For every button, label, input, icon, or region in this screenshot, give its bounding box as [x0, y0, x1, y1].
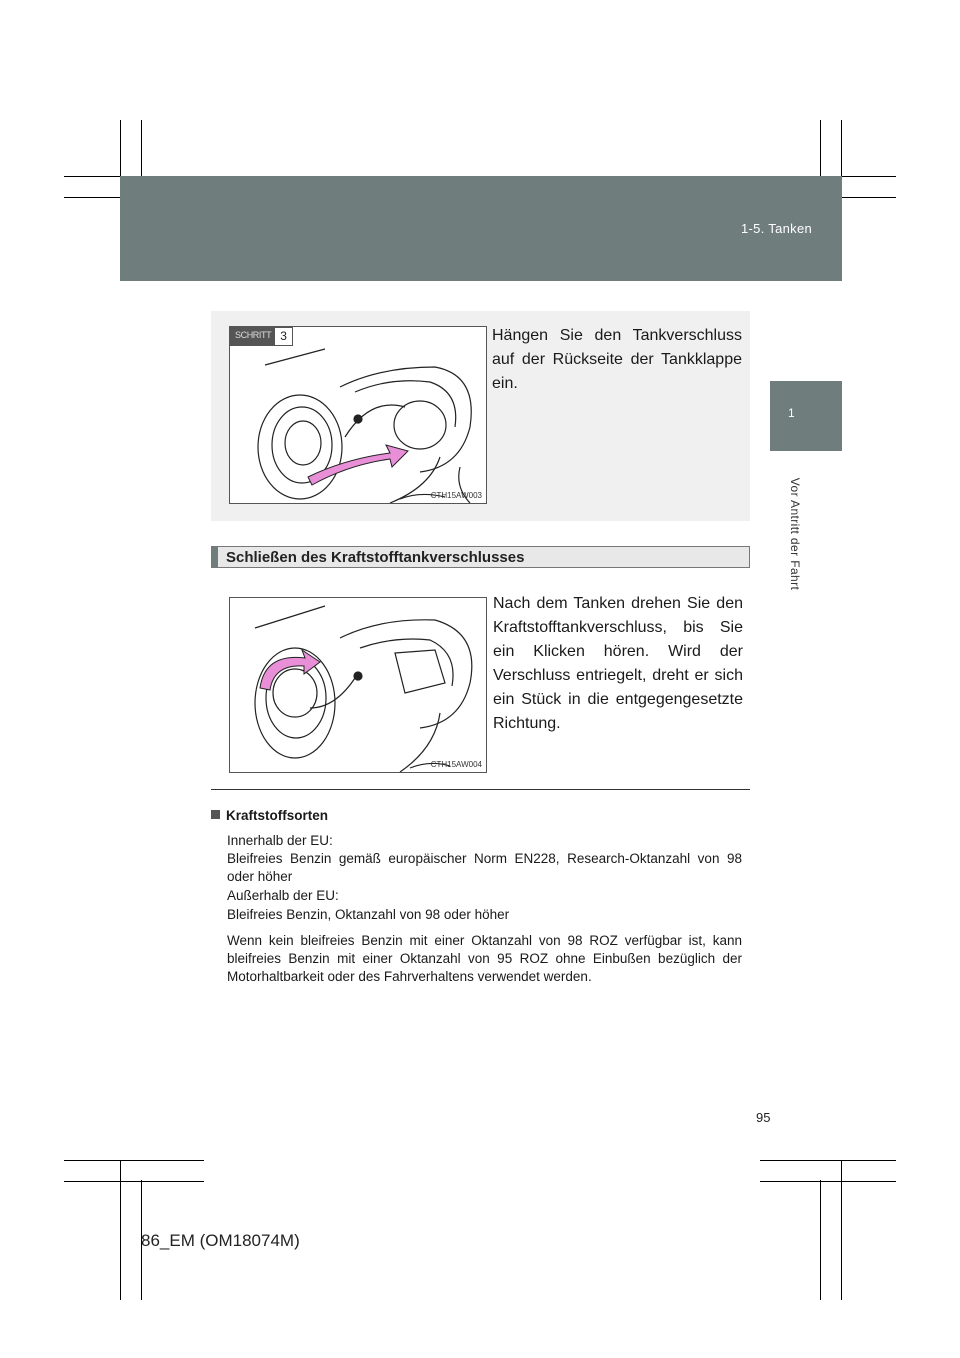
header-band: [120, 176, 842, 281]
note-title-text: Kraftstoffsorten: [226, 808, 329, 823]
section-heading: [211, 546, 750, 568]
section-heading-text: Schließen des Kraftstofftankverschlusses: [226, 549, 525, 566]
step-badge-number: 3: [275, 328, 292, 345]
crop-mark: [64, 1160, 204, 1161]
square-bullet-icon: [211, 810, 220, 819]
note-line: Innerhalb der EU:: [227, 833, 333, 848]
note-paragraph: Wenn kein bleifreies Benzin mit einer Oktanzahl von 98 ROZ verfügbar ist, kann bleifreies Benzin mit einer Oktanzahl von 95 ROZ ohne Einbußen bezüglich der Motorhaltbarkeit oder des Fahrverhaltens verwendet werden.: [227, 933, 742, 984]
chapter-title-vertical: [780, 464, 810, 604]
page-number: 95: [756, 1110, 771, 1125]
note-line: Bleifreies Benzin gemäß europäischer Norm EN228, Research-Oktanzahl von 98 oder höher: [227, 851, 742, 884]
step-panel: [211, 311, 750, 521]
crop-mark: [760, 1160, 896, 1161]
note-line: Außerhalb der EU:: [227, 888, 339, 903]
crop-mark: [760, 1181, 896, 1182]
figure-code: CTH15AW004: [430, 760, 482, 769]
fuel-cap-close-illustration: [230, 598, 486, 772]
section-title: 1-5. Tanken: [741, 221, 812, 236]
crop-mark: [64, 1181, 204, 1182]
step-badge-word: SCHRITT: [231, 328, 275, 345]
step3-text: Hängen Sie den Tankverschluss auf der Rückseite der Tankklappe ein.: [492, 327, 742, 392]
fuel-cap-hang-illustration: [230, 327, 486, 503]
figure-step3: [229, 326, 487, 504]
document-code: 86_EM (OM18074M): [141, 1231, 300, 1250]
heading-accent: [212, 547, 218, 567]
figure-code: CTH15AW003: [430, 491, 482, 500]
chapter-number: 1: [788, 406, 795, 420]
divider-rule: [211, 789, 750, 790]
crop-mark: [820, 1180, 821, 1300]
figure-closing: [229, 597, 487, 773]
chapter-title: Vor Antritt der Fahrt: [788, 477, 802, 591]
closing-text: Nach dem Tanken drehen Sie den Kraftstofftankverschluss, bis Sie ein Klicken hören. Wird der Verschluss entriegelt, dreht er sich ein Stück in die entgegengesetzte Richtung.: [493, 595, 743, 732]
note-title: [211, 807, 742, 825]
chapter-tab: [770, 381, 842, 451]
note-line: Bleifreies Benzin, Oktanzahl von 98 oder höher: [227, 907, 510, 922]
